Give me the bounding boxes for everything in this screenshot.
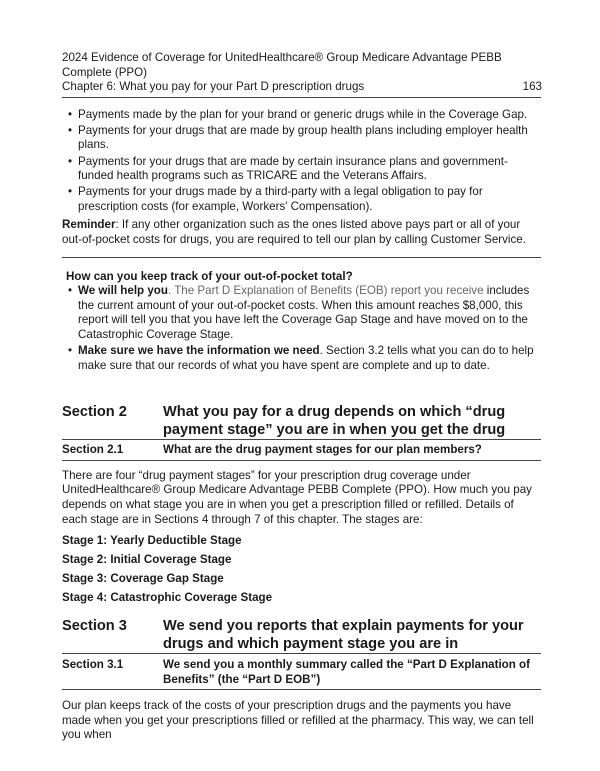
section-number: Section 3 (62, 618, 127, 635)
running-header (62, 51, 542, 95)
section-2-1-body: There are four “drug payment stages” for your prescription drug coverage under UnitedHealthcare® Group Medicare Advantage PEBB Complete (PPO). How much you pay depends on what stage you are in when you get a prescription filled or refilled. Details of each stage are in Sections 4 through 7 of this chapter. The stages are: (62, 468, 532, 526)
header-chapter-row (62, 80, 542, 95)
divider (62, 653, 541, 654)
divider (62, 439, 541, 440)
payments-list (66, 108, 542, 215)
section-number: Section 3.1 (62, 658, 124, 672)
section-3-1-body: Our plan keeps track of the costs of your prescription drugs and the payments you have made when you get your prescriptions filled or refilled at the pharmacy. This way, we can tell you when (62, 699, 534, 742)
reminder-label: Reminder (62, 218, 116, 232)
stage-4: Stage 4: Catastrophic Coverage Stage (62, 591, 273, 605)
reminder-text: : If any other organization such as the ones listed above pays part or all of your out-of-pocket costs for drugs, you are required to tell our plan by calling Customer Service. (62, 218, 526, 247)
header-chapter: Chapter 6: What you pay for your Part D prescription drugs (62, 80, 365, 94)
section-number: Section 2.1 (62, 443, 124, 457)
section-3-heading (62, 617, 542, 653)
reminder-paragraph (62, 218, 542, 247)
stage-2: Stage 2: Initial Coverage Stage (62, 553, 232, 567)
text: . Section 3.2 tells what you can do to help make sure that our records of what you have spent are complete and up to date. (78, 344, 534, 372)
header-title: 2024 Evidence of Coverage for UnitedHealthcare® Group Medicare Advantage PEBB Complete (PPO) (62, 51, 502, 79)
divider (62, 257, 541, 258)
list-item (66, 344, 542, 373)
divider (62, 460, 541, 461)
section-2-1-heading (62, 443, 542, 458)
stages-list (62, 531, 542, 607)
section-title: We send you reports that explain payments for your drugs and which payment stage you are in (163, 618, 524, 653)
page-content (62, 51, 542, 743)
section-number: Section 2 (62, 404, 127, 421)
stage-3: Stage 3: Coverage Gap Stage (62, 572, 224, 586)
section-title: What you pay for a drug depends on which “drug payment stage” you are in when you get the drug (163, 404, 506, 439)
list-item: • Payments for your drugs that are made by group health plans including employer health plans. (66, 124, 542, 153)
text: . The Part D Explanation of Benefits (EOB) report you receive (167, 284, 484, 298)
divider (62, 689, 541, 690)
section-3-1-heading (62, 658, 542, 687)
header-divider (62, 97, 541, 98)
section-title: We send you a monthly summary called the “Part D Explanation of Benefits” (the “Part D EOB”) (163, 658, 531, 686)
tracking-heading: How can you keep track of your out-of-pocket total? (66, 269, 353, 283)
list-item: • Payments for your drugs that are made by certain insurance plans and government-funded health programs such as TRICARE and the Veterans Affairs. (66, 155, 542, 184)
bold-text: We will help you (78, 284, 168, 298)
tracking-list (66, 284, 542, 373)
bold-text: Make sure we have the information we need (78, 344, 320, 358)
list-item: • Payments made by the plan for your brand or generic drugs while in the Coverage Gap. (66, 108, 542, 123)
stage-1: Stage 1: Yearly Deductible Stage (62, 534, 242, 548)
list-item (66, 284, 542, 342)
section-2-heading (62, 403, 542, 439)
section-title: What are the drug payment stages for our plan members? (163, 443, 482, 457)
page-number: 163 (522, 80, 542, 94)
text: includes the current amount of your out-of-pocket costs. When this amount reaches $8,000, this report will tell you that you have left the Coverage Gap Stage and have moved on to the Catastrophic Coverage Stage. (78, 284, 530, 341)
list-item: • Payments for your drugs made by a third-party with a legal obligation to pay for prescription costs (for example, Workers' Compensation). (66, 185, 542, 214)
